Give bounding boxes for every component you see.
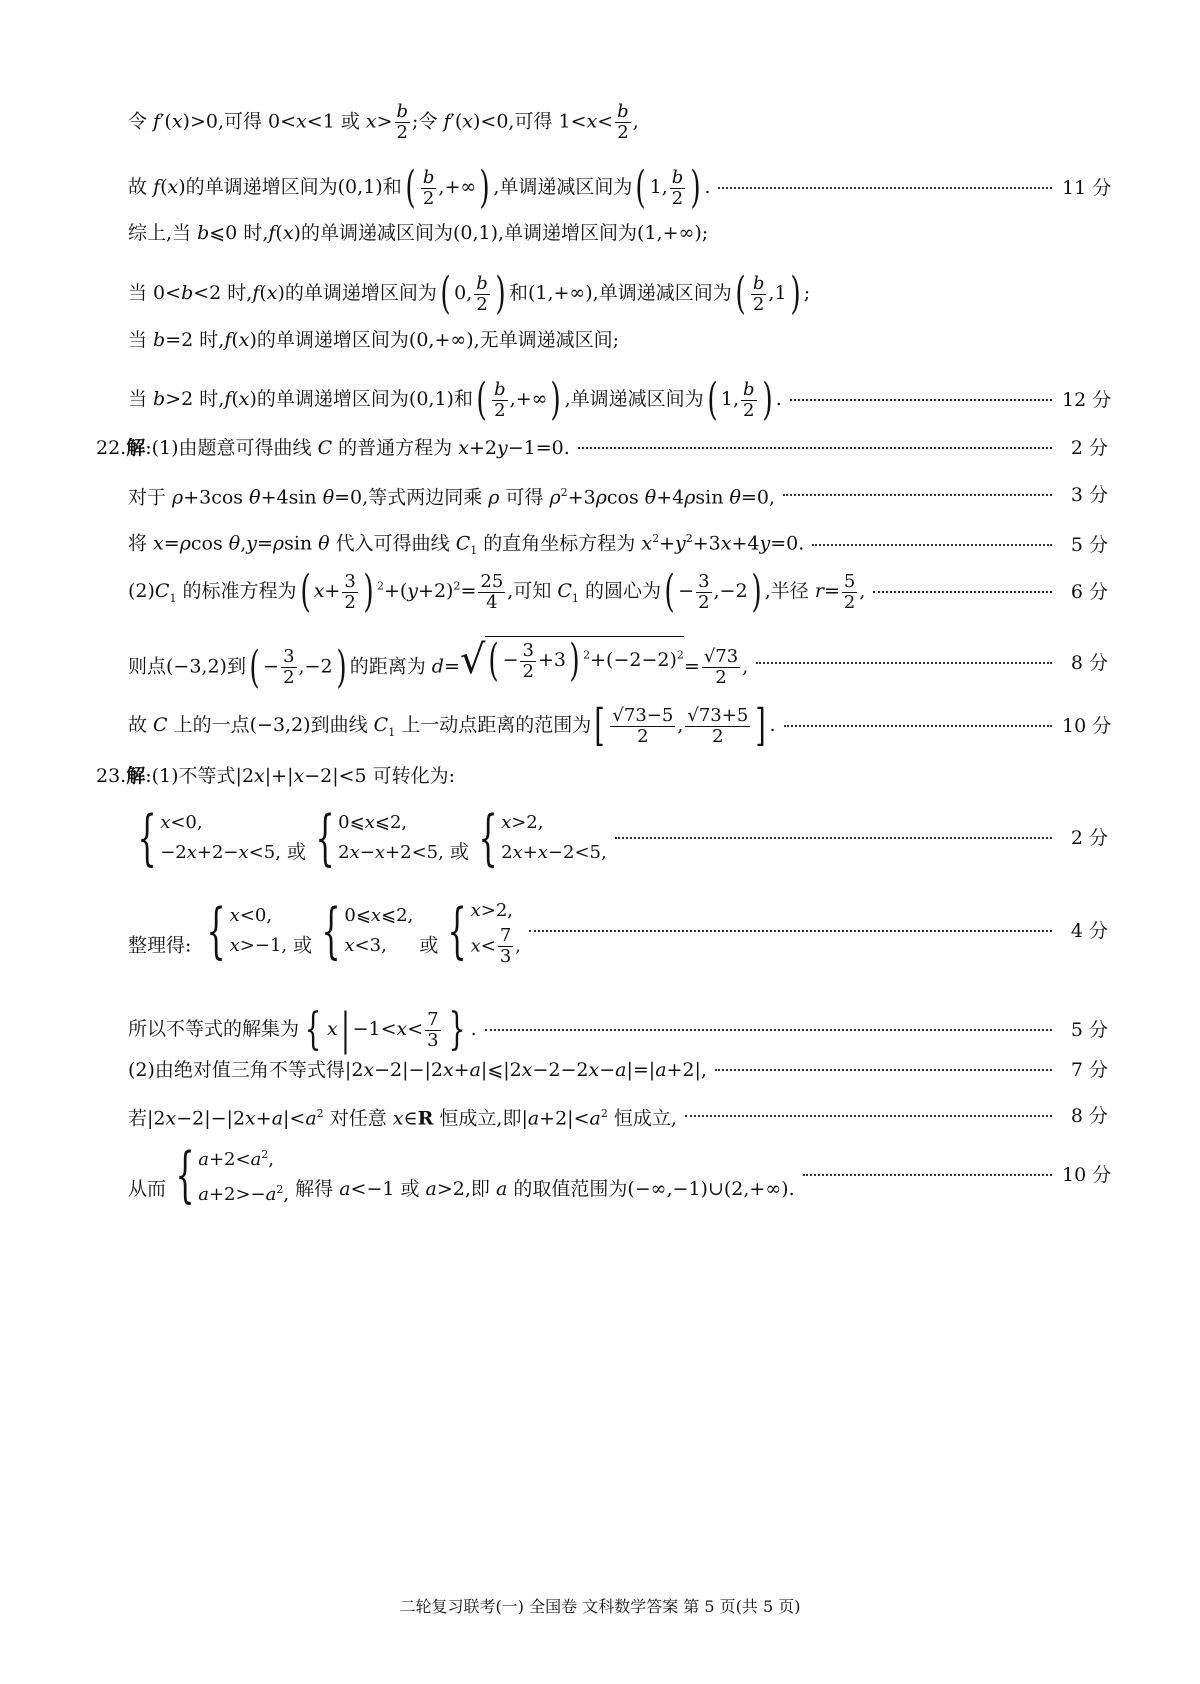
solution-line: { x<0, −2x+2−x<5, 或 { 0⩽x⩽2, 2x−x+2<5, 或 { x>2, 2x+x−2<5, 2 分 [137, 803, 1108, 873]
score: 10 分 [1062, 1164, 1112, 1186]
score: 3 分 [1070, 484, 1108, 507]
score: 7 分 [1070, 1059, 1108, 1081]
score: 2 分 [1070, 827, 1108, 849]
solution-line: 故 C 上的一点(−3,2)到曲线 $C_1$ 上一动点距离的范围为[ $\frac{√73-5}{2}$ , $\frac{√73+5}{2}$ ] . 10 分 [128, 700, 1112, 751]
page-footer: 二轮复习联考(一) 全国卷 文科数学答案 第 5 页(共 5 页) [399, 1597, 801, 1616]
score: 8 分 [1070, 1105, 1108, 1128]
score: 5 分 [1070, 534, 1108, 557]
score: 6 分 [1070, 581, 1108, 603]
solution-line: (2)由绝对值三角不等式得|2x−2|−|2x+a|⩽|2x−2−2x−a|=|a+2|, 7 分 [128, 1055, 1108, 1085]
solution-line: 23.解:(1)不等式|2x|+|x−2|<5 可转化为: [96, 765, 456, 787]
score-leader [715, 1069, 1052, 1071]
score-leader [615, 837, 1052, 839]
score-leader [685, 1115, 1052, 1117]
score: 8 分 [1070, 651, 1108, 674]
solution-line: 则点(−3,2)到( − $\frac{3}{2}$ ,−2) 的距离为 d= √ ( − $\frac{3}{2}$ +3) $^2+(-2-2)^2$ = $\frac{√73}{2}$ , 8 分 [128, 635, 1108, 693]
solution-line: 对于 ρ+3cos θ+4sin θ=0,等式两边同乘 ρ 可得 $\rho^2+3\rho\cos$ θ+4ρsin θ=0, 3 分 [128, 478, 1108, 512]
solution-line: 22.解:(1)由题意可得曲线 C 的普通方程为 x+2y−1=0. 2 分 [96, 433, 1108, 463]
score: 4 分 [1070, 920, 1108, 942]
solution-line: 所以不等式的解集为 { x| −1<x< $\frac{7}{3}$ } . 5 分 [128, 1004, 1108, 1055]
score-leader [485, 1029, 1052, 1031]
score: 11 分 [1062, 177, 1112, 199]
solution-line: 整理得: { x<0, x>−1, 或 { 0⩽x⩽2, x<3, 或 { x>2, x< $\frac{7}{3}$ , 4 分 [128, 896, 1108, 967]
score: 5 分 [1070, 1019, 1108, 1041]
score: 12 分 [1062, 389, 1112, 411]
solution-line: $(2)C_1$ 的标准方程为( x+ $\frac{3}{2}$ ) $^2+(y+2)^2=$ $\frac{25}{4}$ ,可知 $C_1$ 的圆心为( − $\frac{3}{2}$ ,−2) ,半径 r= $\frac{5}{2}$ , 6 分 [128, 566, 1108, 617]
solution-line: 当 0<b<2 时,f(x)的单调递增区间为( 0, $\frac{b}{2}$ ) 和(1,+∞),单调递减区间为( $\frac{b}{2}$ ,1) ; [128, 268, 811, 319]
score-leader [873, 591, 1052, 593]
solution-line: 若$|2x-2|-|2x+a|<a^2$ 对任意 x∈R 恒成立,即$|a+2|<a^2$ 恒成立, 8 分 [128, 1099, 1108, 1133]
solution-line: 综上,当 b⩽0 时,f(x)的单调递减区间为(0,1),单调递增区间为(1,+∞); [128, 222, 709, 244]
solution-line: 令 f′(x)>0,可得 0<x<1 或 x> $\frac{b}{2}$ ;令 f′(x)<0,可得 1<x< $\frac{b}{2}$ , [128, 101, 639, 143]
score-leader [812, 544, 1052, 546]
score-leader [783, 494, 1052, 496]
score-leader [529, 930, 1052, 932]
score-leader [756, 662, 1052, 664]
score-leader [784, 725, 1052, 727]
solution-line: 从而 { $a+2<a^2$, $a+2>-a^2$, 解得 a<−1 或 a>2,即 a 的取值范围为(−∞,−1)∪(2,+∞). 10 分 [128, 1140, 1112, 1210]
score: 2 分 [1070, 437, 1108, 459]
score-leader [578, 447, 1052, 449]
score-leader [803, 1174, 1052, 1176]
solution-line: 将 x=ρcos θ,y=ρsin θ 代入可得曲线 $C_1$ 的直角坐标方程为 $x^2+y^2+3x+4y=0$. 5 分 [128, 524, 1108, 566]
score-leader [718, 187, 1052, 189]
score-leader [790, 399, 1052, 401]
solution-line: 故 f(x)的单调递增区间为(0,1)和( $\frac{b}{2}$ ,+∞) ,单调递减区间为( 1, $\frac{b}{2}$ ) . 11 分 [128, 162, 1112, 213]
score: 10 分 [1062, 715, 1112, 737]
solution-line: 当 b>2 时,f(x)的单调递增区间为(0,1)和( $\frac{b}{2}$ ,+∞) ,单调递减区间为( 1, $\frac{b}{2}$ ) . 12 分 [128, 374, 1112, 425]
solution-line: 当 b=2 时,f(x)的单调递增区间为(0,+∞),无单调递减区间; [128, 329, 620, 351]
